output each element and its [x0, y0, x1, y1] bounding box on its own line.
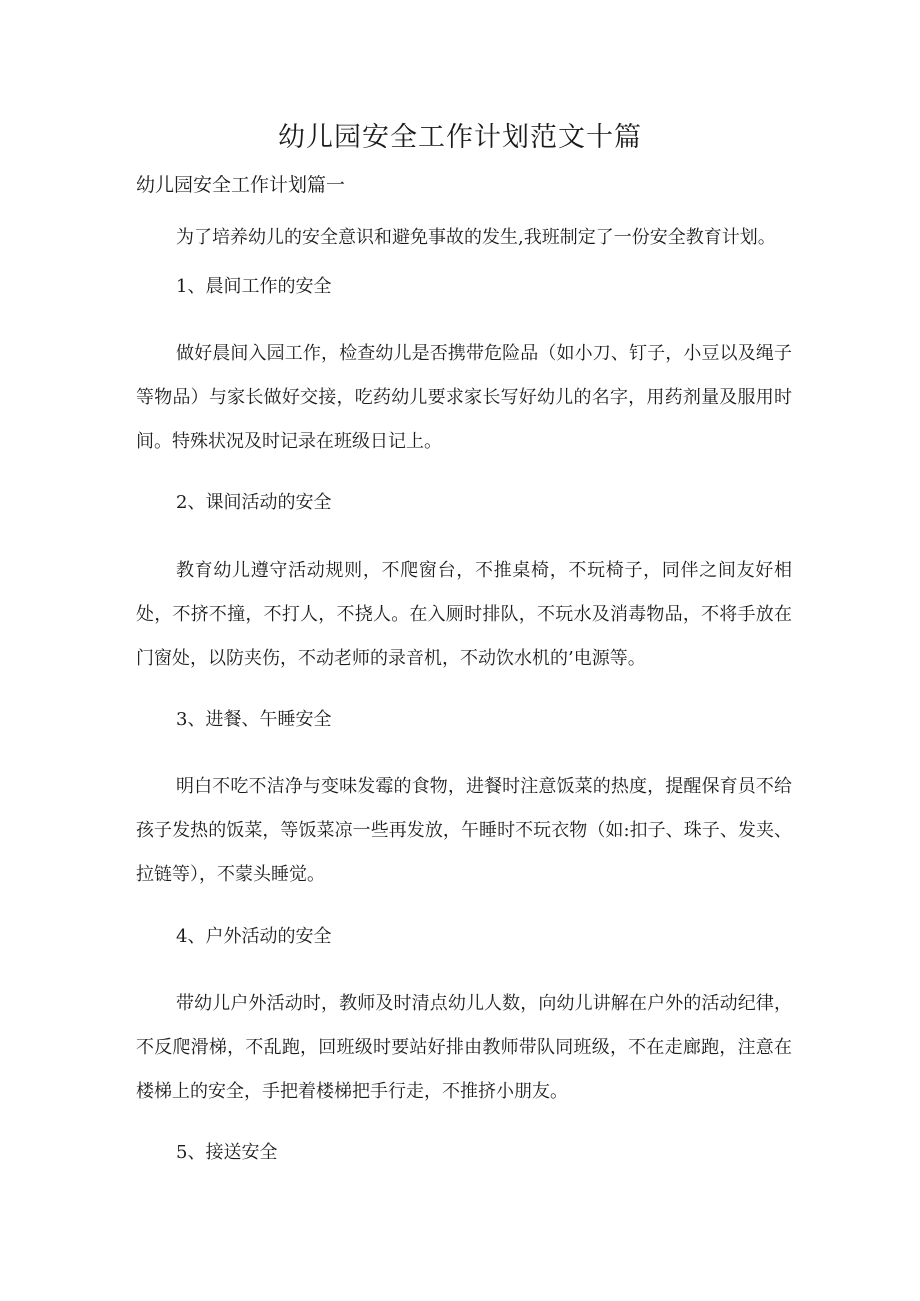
section-body-4: 带幼儿户外活动时，教师及时清点幼儿人数，向幼儿讲解在户外的活动纪律，不反爬滑梯，不乱跑，回班级时要站好排由教师带队同班级，不在走廊跑，注意在楼梯上的安全，手把着楼梯把手行走，不推挤小朋友。: [136, 993, 792, 1102]
section-subtitle: 幼儿园安全工作计划篇一: [136, 174, 346, 196]
document-title: 幼儿园安全工作计划范文十篇: [278, 122, 642, 153]
section-body-2: 教育幼儿遵守活动规则，不爬窗台，不推桌椅，不玩椅子，同伴之间友好相处，不挤不撞，不打人，不挠人。在入厕时排队，不玩水及消毒物品，不将手放在门窗处，以防夹伤，不动老师的录音机，不动饮水机的’电源等。: [136, 560, 792, 669]
section-body-3: 明白不吃不洁净与变味发霉的食物，进餐时注意饭菜的热度，提醒保育员不给孩子发热的饭菜，等饭菜凉一些再发放，午睡时不玩衣物（如:扣子、珠子、发夹、拉链等），不蒙头睡觉。: [136, 776, 792, 885]
section-heading-3: 3、进餐、午睡安全: [176, 709, 332, 730]
section-heading-2: 2、课间活动的安全: [176, 492, 332, 513]
intro-paragraph: 为了培养幼儿的安全意识和避免事故的发生,我班制定了一份安全教育计划。: [176, 227, 776, 248]
section-heading-5: 5、接送安全: [176, 1142, 278, 1163]
section-body-1: 做好晨间入园工作，检查幼儿是否携带危险品（如小刀、钉子，小豆以及绳子等物品）与家长做好交接，吃药幼儿要求家长写好幼儿的名字，用药剂量及服用时间。特殊状况及时记录在班级日记上。: [136, 343, 792, 452]
section-heading-4: 4、户外活动的安全: [176, 926, 332, 947]
section-heading-1: 1、晨间工作的安全: [176, 276, 332, 297]
